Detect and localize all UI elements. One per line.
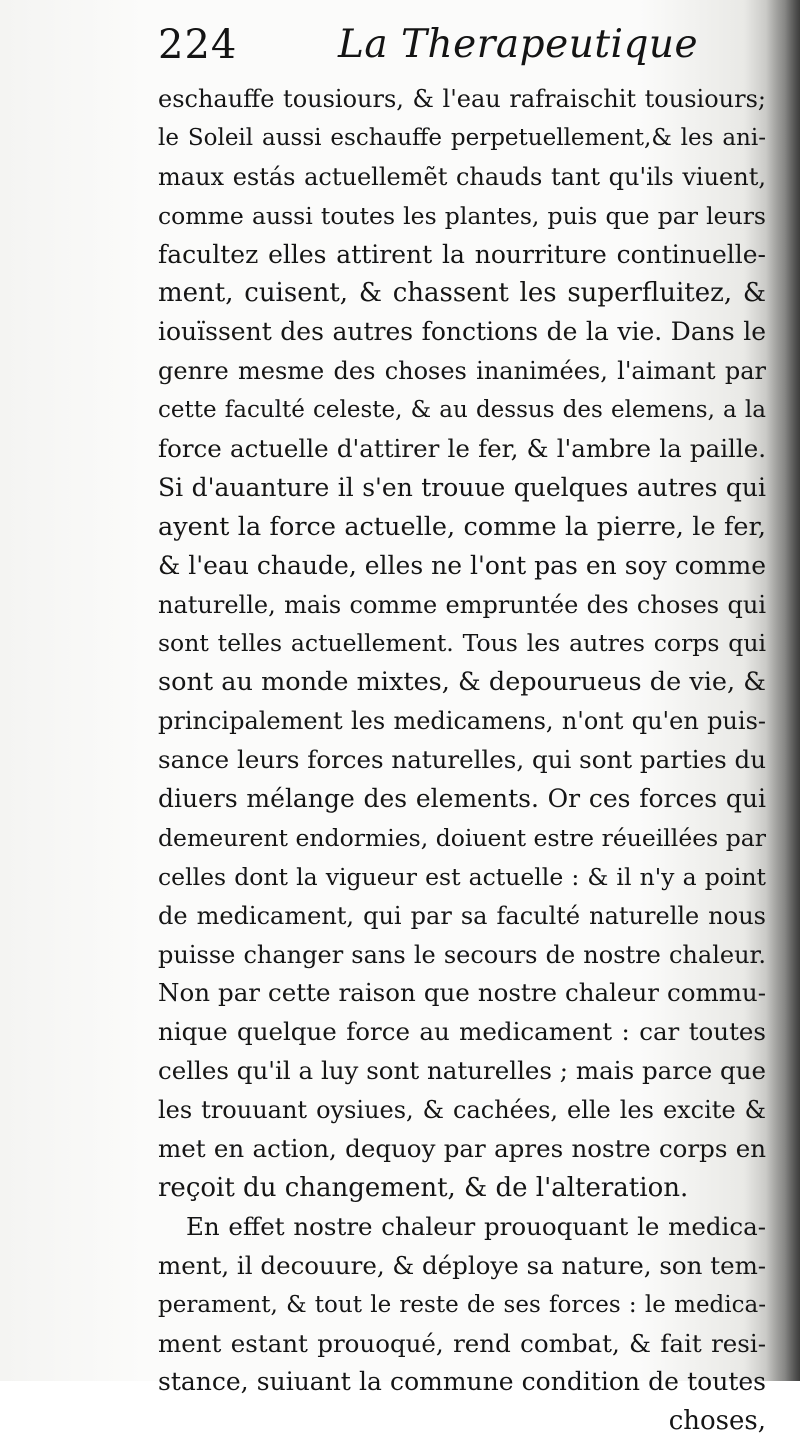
text-line: ment, il decouure, & déploye sa nature, son tem-	[158, 1250, 767, 1280]
text-line: nique quelque force au medicament : car toutes	[158, 1017, 766, 1047]
catchword: choses,	[668, 1406, 766, 1437]
text-line: facultez elles attirent la nourriture continuelle-	[158, 239, 766, 269]
text-line: En effet nostre chaleur prouoquant le medica-	[186, 1211, 766, 1241]
text-line: de medicament, qui par sa faculté naturelle nous	[158, 901, 766, 930]
text-line: diuers mélange des elements. Or ces forces qui	[158, 784, 766, 814]
text-line: demeurent endormies, doiuent estre réueillées par	[158, 823, 766, 852]
text-line: stance, suiuant la commune condition de toutes	[158, 1367, 766, 1397]
text-line: iouïssent des autres fonctions de la vie. Dans le	[158, 317, 766, 347]
text-line: ment, cuisent, & chassent les superfluitez, &	[158, 278, 766, 309]
text-line: met en action, dequoy par apres nostre corps en	[158, 1134, 766, 1164]
text-line: ayent la force actuelle, comme la pierre, le fer,	[158, 511, 766, 542]
text-line: Si d'auanture il s'en trouue quelques autres qui	[158, 472, 766, 502]
text-line: naturelle, mais comme empruntée des choses qui	[158, 590, 766, 619]
text-line: comme aussi toutes les plantes, puis que par leurs	[158, 201, 766, 230]
text-line: ment estant prouoqué, rend combat, & fait resi-	[158, 1328, 766, 1358]
running-title: La Therapeutique	[338, 22, 699, 67]
text-line: celles dont la vigueur est actuelle : & il n'y a point	[158, 862, 766, 891]
text-line: Non par cette raison que nostre chaleur commu-	[158, 978, 766, 1008]
text-line: cette faculté celeste, & au dessus des elemens, a la	[158, 397, 766, 424]
text-line: reçoit du changement, & de l'alteration.	[158, 1172, 689, 1203]
running-head	[158, 18, 758, 80]
text-line: sont au monde mixtes, & depourueus de vie, &	[158, 667, 766, 698]
text-line: perament, & tout le reste de ses forces : le medica-	[158, 1291, 766, 1318]
body-text	[158, 80, 766, 1441]
text-line: sont telles actuellement. Tous les autres corps qui	[158, 629, 766, 658]
text-line: celles qu'il a luy sont naturelles ; mais parce que	[158, 1056, 766, 1086]
text-line: principalement les medicamens, n'ont qu'en puis-	[158, 707, 766, 736]
text-line: & l'eau chaude, elles ne l'ont pas en soy comme	[158, 550, 766, 580]
text-line: genre mesme des choses inanimées, l'aimant par	[158, 357, 766, 386]
text-line: puisse changer sans le secours de nostre chaleur.	[158, 940, 766, 969]
page-gutter-shadow	[766, 0, 800, 1381]
text-line: eschauffe tousiours, & l'eau rafraischit tousiours;	[158, 85, 766, 113]
text-line: le Soleil aussi eschauffe perpetuellement,& les ani-	[158, 124, 766, 151]
text-line: sance leurs forces naturelles, qui sont parties du	[158, 745, 766, 775]
page-number: 224	[158, 22, 238, 68]
text-line: force actuelle d'attirer le fer, & l'ambre la paille.	[158, 434, 766, 464]
text-line: les trouuant oysiues, & cachées, elle les excite &	[158, 1096, 766, 1125]
text-line: maux estás actuellemẽt chauds tant qu'ils viuent,	[158, 162, 766, 191]
